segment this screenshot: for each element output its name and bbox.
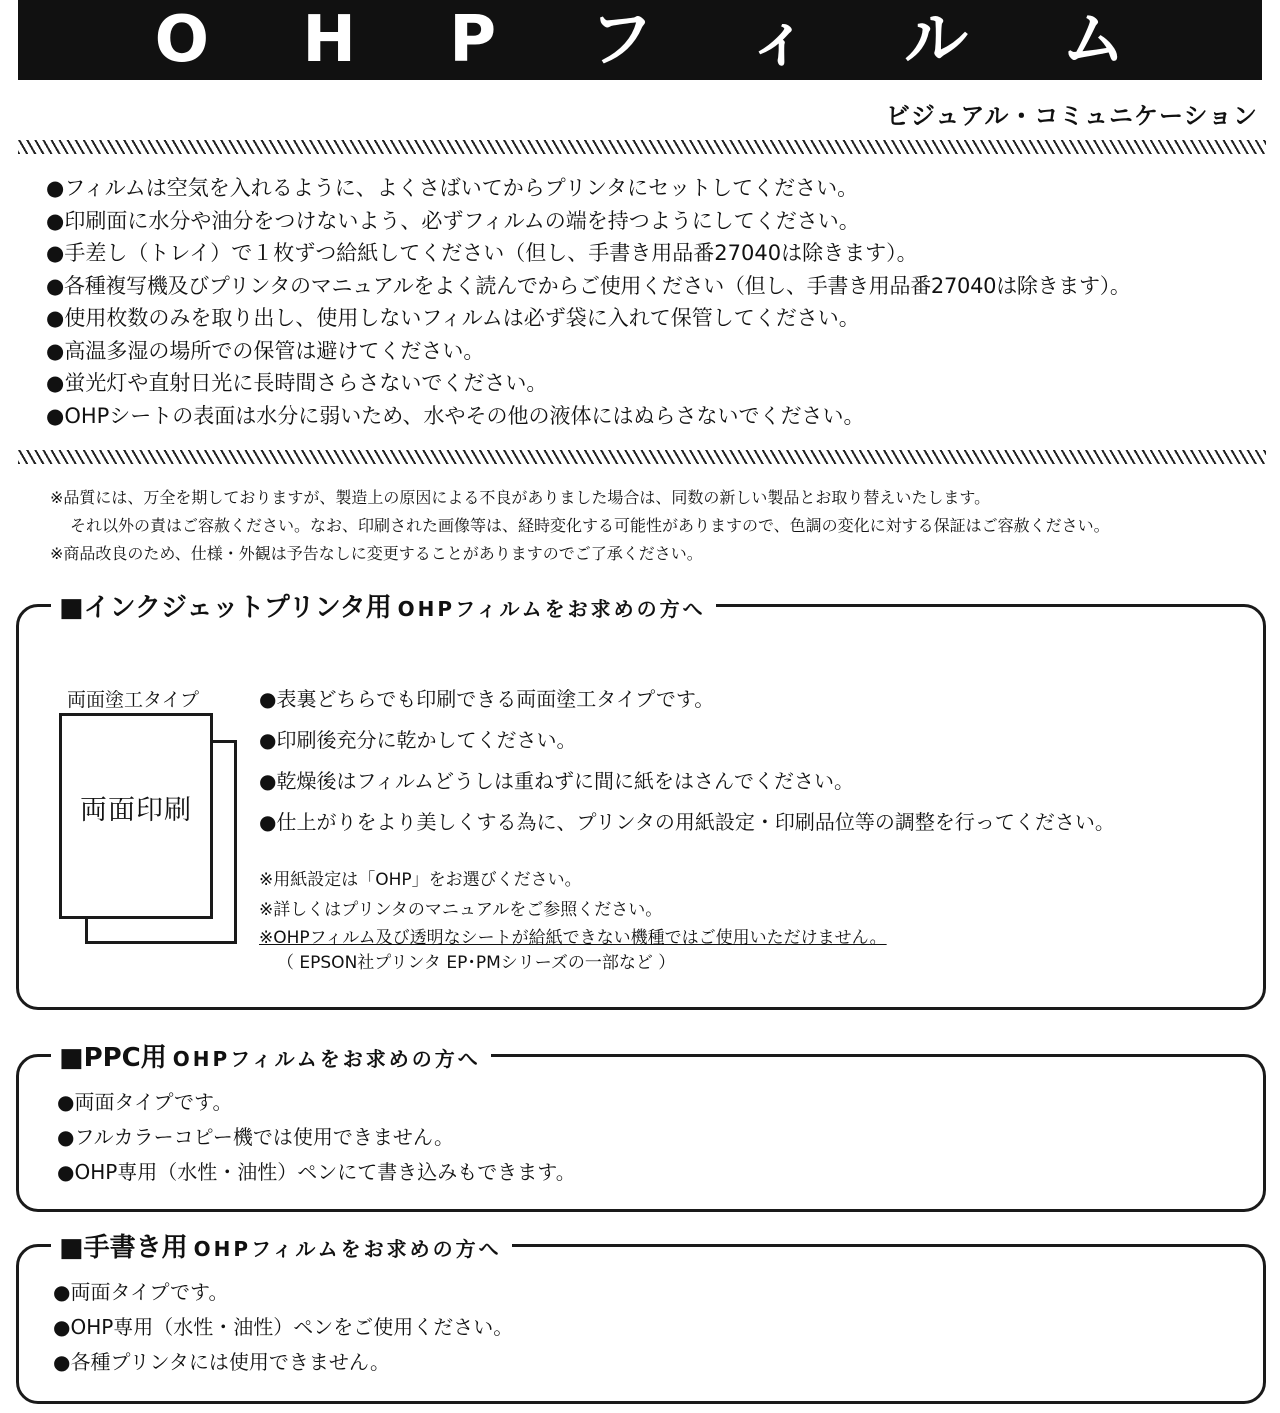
disclaimer: ※商品改良のため、仕様・外観は予告なしに変更することがありますのでご了承ください。	[50, 544, 703, 563]
usage-note: ●各種複写機及びプリンタのマニュアルをよく読んでからご使用ください（但し、手書き用品番27040は除きます）。	[46, 273, 1131, 298]
handwriting-heading	[51, 1227, 512, 1264]
usage-note: ●手差し（トレイ）で１枚ずつ給紙してください（但し、手書き用品番27040は除きます）。	[46, 241, 918, 265]
title-banner	[18, 0, 1262, 80]
inkjet-note: ※用紙設定は「OHP」をお選びください。	[259, 870, 582, 890]
inkjet-notes	[259, 865, 887, 976]
heading-sub: OHPフィルムをお求めの方へ	[193, 1237, 502, 1261]
usage-notes-list	[46, 172, 1266, 432]
handwriting-item: ●OHP専用（水性・油性）ペンをご使用ください。	[53, 1315, 514, 1339]
inkjet-items	[259, 679, 1115, 843]
inkjet-note: ※詳しくはプリンタのマニュアルをご参照ください。	[259, 900, 663, 920]
usage-note: ●使用枚数のみを取り出し、使用しないフィルムは必ず袋に入れて保管してください。	[46, 306, 860, 330]
title-char: ム	[1061, 3, 1126, 77]
usage-note: ●フィルムは空気を入れるように、よくさばいてからプリンタにセットしてください。	[46, 176, 859, 200]
ppc-section	[16, 1043, 1266, 1212]
disclaimer-list	[50, 484, 1270, 568]
heading-main: ■インクジェットプリンタ用	[59, 593, 392, 623]
double-sided-print-text: 両面印刷	[80, 794, 192, 826]
usage-note: ●高温多湿の場所での保管は避けてください。	[46, 338, 485, 363]
hatch-divider-top	[18, 140, 1266, 154]
title-char: O	[154, 3, 210, 77]
subtitle: ビジュアル・コミュニケーション	[885, 102, 1258, 130]
inkjet-note: （ EPSON社プリンタ EP･PMシリーズの一部など ）	[277, 953, 676, 973]
heading-sub: OHPフィルムをお求めの方へ	[397, 597, 706, 621]
heading-main: ■PPC用	[59, 1043, 167, 1073]
inkjet-item: ●表裏どちらでも印刷できる両面塗工タイプです。	[259, 687, 715, 711]
ppc-items	[57, 1085, 576, 1190]
inkjet-heading	[51, 587, 716, 624]
inkjet-note: ※OHPフィルム及び透明なシートが給紙できない機種ではご使用いただけません。	[259, 928, 887, 948]
ppc-item: ●両面タイプです。	[57, 1090, 233, 1114]
double-sided-type-label: 両面塗工タイプ	[67, 689, 200, 711]
inkjet-item: ●乾燥後はフィルムどうしは重ねずに間に紙をはさんでください。	[259, 769, 855, 793]
hatch-divider-bottom	[18, 450, 1266, 464]
usage-note: ●印刷面に水分や油分をつけないよう、必ずフィルムの端を持つようにしてください。	[46, 208, 860, 233]
inkjet-section	[16, 593, 1266, 1010]
handwriting-section	[16, 1233, 1266, 1404]
heading-main: ■手書き用	[59, 1233, 188, 1263]
heading-sub: OHPフィルムをお求めの方へ	[172, 1047, 481, 1071]
title-char: P	[449, 3, 497, 77]
title-char: フ	[589, 3, 654, 77]
title-char: H	[302, 3, 356, 77]
disclaimer: ※品質には、万全を期しておりますが、製造上の原因による不良がありました場合は、同数の新しい製品とお取り替えいたします。	[50, 488, 991, 507]
usage-note: ●OHPシートの表面は水分に弱いため、水やその他の液体にはぬらさないでください。	[46, 403, 865, 428]
handwriting-item: ●各種プリンタには使用できません。	[53, 1350, 391, 1374]
usage-note: ●蛍光灯や直射日光に長時間さらさないでください。	[46, 371, 548, 395]
inkjet-item: ●仕上がりをより美しくする為に、プリンタの用紙設定・印刷品位等の調整を行ってください。	[259, 810, 1115, 834]
ppc-heading	[51, 1037, 491, 1074]
inkjet-item: ●印刷後充分に乾かしてください。	[259, 728, 577, 752]
handwriting-item: ●両面タイプです。	[53, 1280, 229, 1304]
ppc-item: ●フルカラーコピー機では使用できません。	[57, 1125, 455, 1149]
ppc-item: ●OHP専用（水性・油性）ペンにて書き込みもできます。	[57, 1160, 576, 1184]
handwriting-items	[53, 1275, 513, 1380]
title-char: ル	[904, 3, 968, 77]
sheet-front-illustration	[59, 713, 213, 919]
disclaimer: それ以外の責はご容赦ください。なお、印刷された画像等は、経時変化する可能性がありますので、色調の変化に対する保証はご容赦ください。	[70, 516, 1110, 535]
title-char: ィ	[746, 3, 811, 77]
